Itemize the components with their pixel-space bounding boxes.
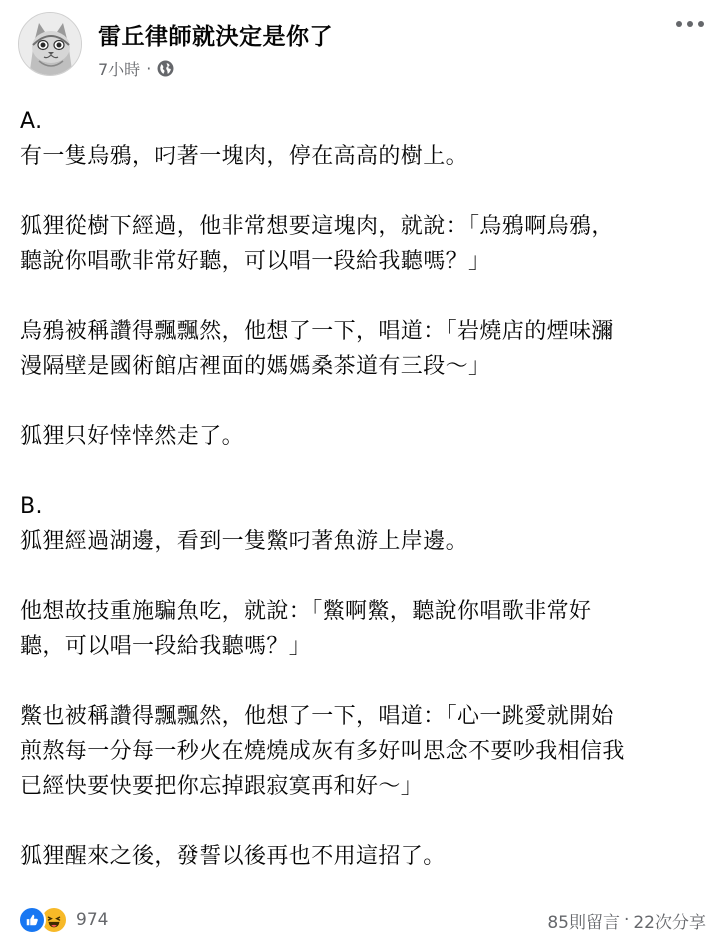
text-line: 烏鴉被稱讚得飄飄然，他想了一下，唱道：「岩燒店的煙味瀰 (20, 319, 614, 344)
cat-avatar-icon (19, 13, 82, 76)
text-line: 鱉也被稱讚得飄飄然，他想了一下，唱道：「心一跳愛就開始 (20, 704, 614, 729)
reaction-icons (18, 906, 68, 934)
globe-icon[interactable] (157, 60, 174, 77)
text-line: B. (20, 494, 43, 519)
like-icon (18, 906, 46, 934)
meta-separator: · (146, 59, 152, 78)
more-options-button[interactable] (672, 12, 708, 36)
more-dot-icon (687, 21, 693, 27)
text-line: 聽說你唱歌非常好聽，可以唱一段給我聽嗎？」 (20, 249, 491, 274)
text-line: 聽，可以唱一段給我聽嗎？」 (20, 634, 312, 659)
text-line: 狐狸從樹下經過，他非常想要這塊肉，就說：「烏鴉啊烏鴉， (20, 214, 614, 239)
stats-separator: · (623, 910, 630, 930)
post-footer (18, 903, 706, 937)
reactions-summary[interactable] (18, 906, 108, 934)
comments-count[interactable]: 85則留言 (547, 912, 620, 933)
more-dot-icon (698, 21, 704, 27)
avatar[interactable] (18, 12, 82, 76)
paragraph-fox-leaves (20, 419, 700, 454)
post-header (18, 12, 708, 82)
paragraph-fox-asks-turtle (20, 594, 700, 664)
text-line: 有一隻烏鴉，叼著一塊肉，停在高高的樹上。 (20, 144, 469, 169)
text-line: 已經快要快要把你忘掉跟寂寞再和好～」 (20, 774, 424, 799)
text-line: 狐狸醒來之後，發誓以後再也不用這招了。 (20, 844, 446, 869)
paragraph-ending (20, 839, 700, 874)
paragraph-b-intro (20, 489, 700, 559)
author-name[interactable]: 雷丘律師就決定是你了 (98, 24, 333, 50)
more-dot-icon (676, 21, 682, 27)
post-timestamp[interactable]: 7小時 (98, 60, 141, 79)
paragraph-fox-asks-crow (20, 209, 700, 279)
reaction-count[interactable]: 974 (76, 910, 109, 930)
text-line: 煎熬每一分每一秒火在燒燒成灰有多好叫思念不要吵我相信我 (20, 739, 625, 764)
text-line: 他想故技重施騙魚吃，就說：「鱉啊鱉，聽說你唱歌非常好 (20, 599, 592, 624)
post-meta (98, 57, 174, 80)
paragraph-crow-sings (20, 314, 700, 384)
text-line: 漫隔壁是國術館店裡面的媽媽桑茶道有三段～」 (20, 354, 491, 379)
paragraph-turtle-sings (20, 699, 700, 804)
text-line: 狐狸只好悻悻然走了。 (20, 424, 245, 449)
engagement-stats (547, 908, 706, 933)
text-line: A. (20, 109, 43, 134)
post-body (20, 104, 700, 874)
text-line: 狐狸經過湖邊，看到一隻鱉叼著魚游上岸邊。 (20, 529, 469, 554)
shares-count[interactable]: 22次分享 (633, 912, 706, 933)
paragraph-a-intro (20, 104, 700, 174)
